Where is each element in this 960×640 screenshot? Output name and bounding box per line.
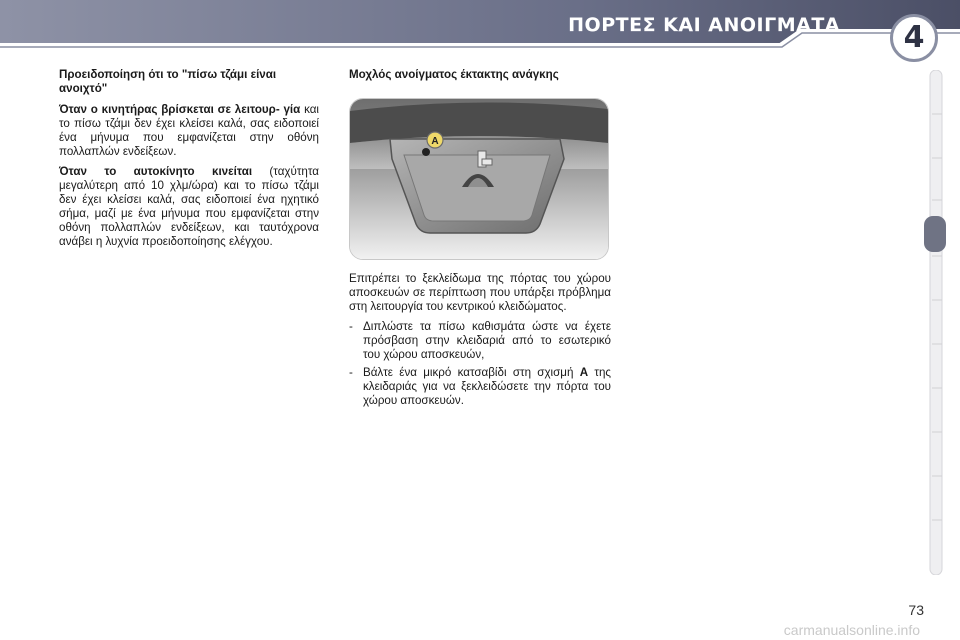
p2-bold: Όταν το αυτοκίνητο κινείται — [59, 165, 253, 178]
bullet2-text: Βάλτε ένα μικρό κατσαβίδι στη σχισμή — [363, 366, 580, 379]
left-paragraph-2 — [59, 165, 319, 249]
watermark: carmanualsonline.info — [783, 622, 920, 638]
bullet-dash: - — [349, 320, 353, 333]
p2-text: (ταχύτητα μεγαλύτερη από 10 χλμ/ώρα) και το πίσω τζάμι δεν έχει κλείσει καλά, σας ειδοποιεί ένα ηχητικό σήμα, μαζί με ένα μήνυμα που εμφανίζεται στην οθόνη πολλαπλών ενδείξεων, και ταυτόχρονα ανάβει η λυχνία προειδοποίησης ελέγχου. — [59, 165, 319, 248]
bullet-item-1 — [349, 320, 611, 362]
left-paragraph-1 — [59, 103, 319, 159]
chapter-number-badge: 4 — [890, 14, 938, 62]
bullet2-bold: A — [579, 366, 589, 379]
bullet-dash: - — [349, 366, 353, 379]
p1-bold: Όταν ο κινητήρας βρίσκεται σε λειτουρ- γία — [59, 103, 301, 116]
bullet-text-1: Διπλώστε τα πίσω καθισμάτα ώστε να έχετε πρόσβαση στην κλειδαριά από το εσωτερικό του χώρου αποσκευών, — [363, 320, 611, 361]
right-column — [349, 68, 611, 412]
active-chapter-tab[interactable] — [924, 216, 946, 252]
lock-figure — [349, 98, 609, 260]
p1-text: και το πίσω τζάμι δεν έχει κλείσει καλά, σας ειδοποιεί ένα μήνυμα που εμφανίζεται στην οθόνη πολλαπλών ενδείξεων. — [59, 103, 320, 158]
page-number: 73 — [908, 602, 924, 618]
right-heading: Μοχλός ανοίγματος έκτακτης ανάγκης — [349, 68, 559, 81]
right-intro: Επιτρέπει το ξεκλείδωμα της πόρτας του χώρου αποσκευών σε περίπτωση που υπάρξει πρόβλημα στη λειτουργία του κεντρικού κλειδώματος. — [349, 272, 611, 313]
left-column — [59, 68, 319, 255]
left-heading: Προειδοποίηση ότι το "πίσω τζάμι είναι ανοιχτό" — [59, 68, 277, 95]
bullet2-end: της κλειδαριάς για να ξεκλειδώσετε την πόρτα του χώρου αποσκευών. — [363, 366, 611, 407]
bullet-item-2 — [349, 366, 611, 408]
slot-a — [422, 148, 430, 156]
section-title: ΠΟΡΤΕΣ ΚΑΙ ΑΝΟΙΓΜΑΤΑ — [568, 14, 840, 36]
chapter-tabs — [924, 70, 946, 575]
page-header — [0, 0, 960, 55]
label-a: A — [431, 136, 439, 147]
lock-illustration — [350, 99, 608, 259]
bullet-text-2 — [363, 366, 611, 408]
